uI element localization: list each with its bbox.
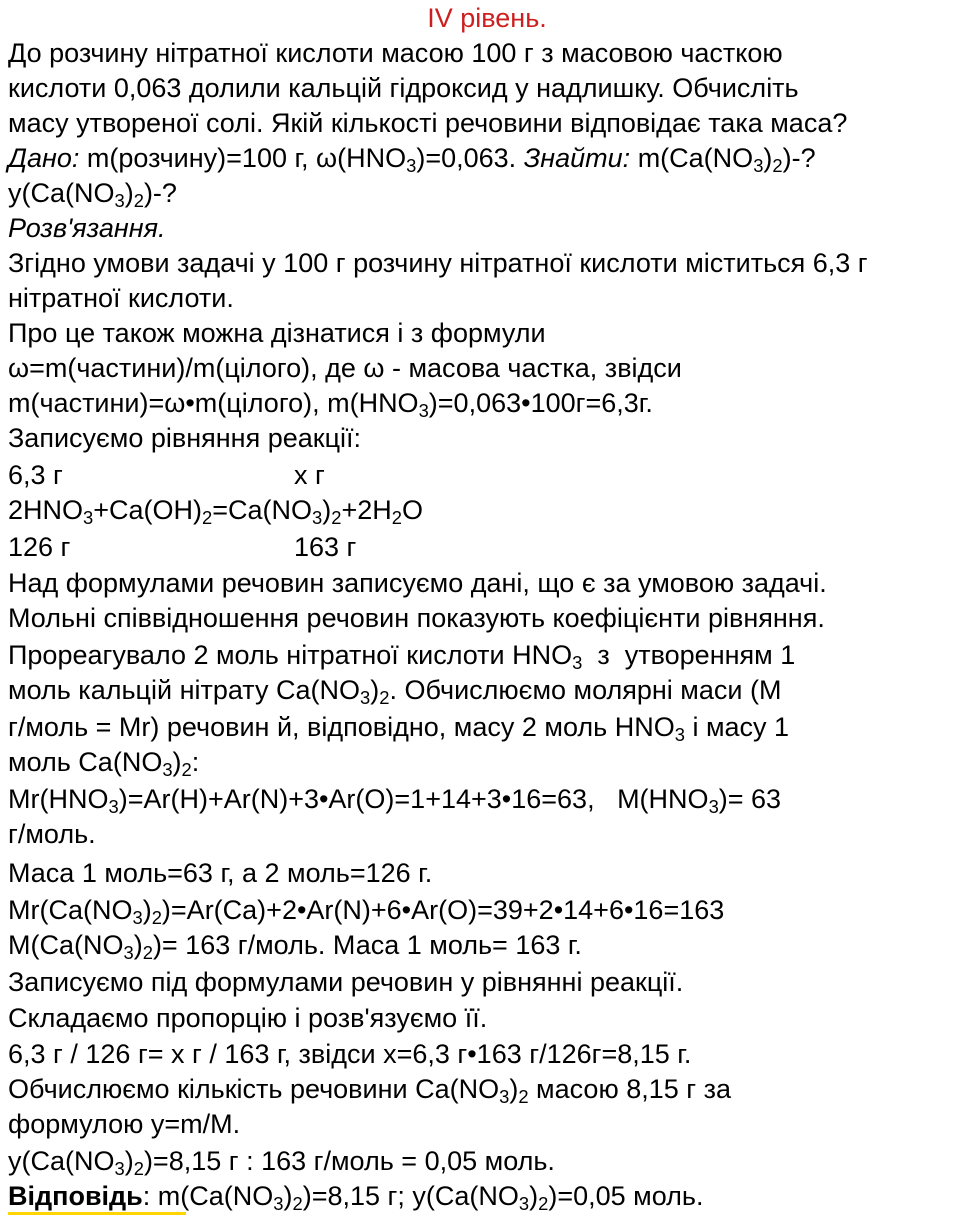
solution-line-12: моль $Ca(NO_3)_2$: <box>8 747 200 781</box>
solution-line-1: Згідно умови задачі у 100 г розчину нітратної кислоти міститься 6,3 г <box>8 248 868 278</box>
find-label: Знайти: <box>523 143 631 173</box>
solution-line-15: Маса 1 моль=63 г, а 2 моль=126 г. <box>8 858 433 888</box>
solution-line-5: m(частини)=ω•m(цілого), $m(HNO_3)=0,063•100г=6,3г$. <box>8 388 653 422</box>
find-line-2: $y(Ca(NO_3)_2)-$? <box>8 178 177 212</box>
given-line: Дано: m(розчину)=100 г, $\omega(HNO_3)=0,063$. Знайти: $m(Ca(NO_3)_2)-$? <box>8 143 816 177</box>
solution-line-19: Складаємо пропорцію і розв'язуємо її. <box>8 1003 488 1033</box>
solution-line-17: $M(Ca(NO_3)_2)= 163$ г/моль. Маса 1 моль= 163 г. <box>8 930 582 964</box>
solution-label: Розв'язання. <box>8 213 166 243</box>
problem-line-1: До розчину нітратної кислоти масою 100 г з масовою часткою <box>8 38 783 68</box>
solution-line-6: Записуємо рівняння реакції: <box>8 423 362 453</box>
answer-line: Відповідь: $m(Ca(NO_3)_2)=8,15$ г; $y(Ca(NO_3)_2)=0,05$ моль. <box>8 1181 704 1215</box>
answer-label: Відповідь <box>8 1181 143 1211</box>
solution-line-7: Над формулами речовин записуємо дані, що є за умовою задачі. <box>8 568 827 598</box>
level-title: IV рівень. <box>427 3 547 33</box>
solution-line-13: $Mr(HNO_3)=Ar(H)+Ar(N)+3•Ar(O)=1+14+3•16=63$, $M(HNO_3)= 63$ <box>8 784 782 818</box>
solution-line-21: Обчислюємо кількість речовини $Ca(NO_3)_2$ масою 8,15 г за <box>8 1074 731 1108</box>
solution-line-2: нітратної кислоти. <box>8 283 234 313</box>
solution-line-10: моль кальцій нітрату $Ca(NO_3)_2$. Обчислюємо молярні маси (M <box>8 675 782 709</box>
equation-above <box>8 458 608 493</box>
problem-line-3: масу утвореної солі. Якій кількості речовини відповідає така маса? <box>8 108 848 138</box>
solution-line-23: $y(Ca(NO_3)_2)=8,15$ г : 163 г/моль = 0,05 моль. <box>8 1146 555 1180</box>
solution-line-22: формулою y=m/M. <box>8 1109 241 1139</box>
solution-line-11: г/моль = Mr) речовин й, відповідно, масу 2 моль $HNO_3$ і масу 1 <box>8 712 790 746</box>
answer-underline <box>8 1212 186 1215</box>
solution-line-8: Мольні співвідношення речовин показують коефіцієнти рівняння. <box>8 603 825 633</box>
reaction-equation: $2HNO_3+Ca(OH)_2=Ca(NO_3)_2+2H_2O$ <box>8 495 423 529</box>
given-label: Дано: <box>8 143 80 173</box>
below-left: 126 г <box>8 532 71 562</box>
equation-below <box>8 530 608 565</box>
solution-line-4: ω=m(частини)/m(цілого), де ω - масова частка, звідси <box>8 353 682 383</box>
solution-line-20: 6,3 г / 126 г= х г / 163 г, звідси х=6,3 г•163 г/126г=8,15 г. <box>8 1039 692 1069</box>
solution-line-16: $Mr(Ca(NO_3)_2)=Ar(Ca)+2•Ar(N)+6•Ar(O)=39+2•14+6•16=163$ <box>8 895 725 929</box>
above-right: x г <box>294 460 325 490</box>
above-left: 6,3 г <box>8 460 63 490</box>
solution-line-14: г/моль. <box>8 819 96 849</box>
solution-line-9: Прореагувало 2 моль нітратної кислоти $HNO_3$ з утворенням 1 <box>8 640 796 674</box>
solution-line-18: Записуємо під формулами речовин у рівнянні реакції. <box>8 967 684 997</box>
problem-line-2: кислоти 0,063 долили кальцій гідроксид у надлишку. Обчисліть <box>8 73 799 103</box>
below-right: 163 г <box>294 532 357 562</box>
solution-line-3: Про це також можна дізнатися і з формули <box>8 318 546 348</box>
